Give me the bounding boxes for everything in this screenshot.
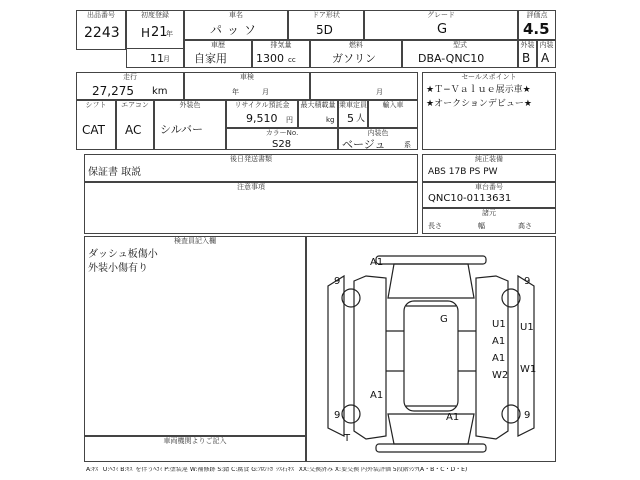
mileage-value: 27,275: [92, 84, 134, 98]
mark-right-w2: W2: [492, 370, 509, 381]
door-label: ドア形状: [312, 11, 340, 19]
interior-color-unit: 系: [404, 141, 411, 149]
left-side: [354, 276, 386, 439]
capacity-value: 5: [347, 112, 354, 125]
interior-color-value: ベージュ: [342, 138, 386, 151]
mileage-label: 走行: [123, 73, 137, 81]
chassis-value: QNC10-0113631: [428, 193, 512, 204]
dimensions-length: 長さ: [428, 222, 442, 230]
mark-right-u1: U1: [492, 319, 506, 330]
exterior-label: 外装: [520, 41, 535, 49]
recycle-value: 9,510: [246, 112, 278, 125]
color-value: シルバー: [160, 123, 203, 136]
mark-far-u1: U1: [520, 322, 534, 333]
roof-panel: [404, 301, 458, 411]
fuel-label: 燃料: [349, 41, 363, 49]
registration-year: 21: [151, 25, 168, 40]
mileage-unit: km: [152, 86, 168, 97]
interior-color-label: 内装色: [367, 129, 389, 137]
hood-outline: [388, 264, 474, 298]
rear-bumper: [376, 444, 486, 452]
ac-label: エアコン: [121, 101, 149, 109]
grade-value: G: [437, 22, 448, 37]
mark-left-a1: A1: [370, 257, 384, 268]
machine-notes-label: 車両機関よりご記入: [163, 437, 227, 445]
lot-number-value: 2243: [84, 25, 120, 41]
extra-box: [310, 72, 418, 100]
mark-roof-g: G: [440, 314, 448, 325]
model-label: 型式: [453, 41, 467, 49]
recycle-unit: 円: [286, 116, 293, 124]
color-no-label: カラーNo.: [265, 129, 299, 137]
vehicle-type-value: 自家用: [194, 52, 227, 65]
grade-label: グレード: [427, 11, 455, 19]
reg-divider: [126, 48, 184, 49]
fuel-value: ガソリン: [332, 52, 376, 65]
inspection-month-unit: 月: [262, 88, 269, 96]
trunk-outline: [388, 414, 474, 444]
model-value: DBA-QNC10: [418, 52, 485, 65]
mark-rear-t: T: [344, 433, 351, 444]
registration-month-unit: 月: [163, 55, 170, 63]
sales-point-label: セールスポイント: [461, 73, 517, 81]
equipment-label: 純正装備: [475, 155, 503, 163]
inspection-year-unit: 年: [232, 88, 239, 96]
inspection-label: 車検: [240, 73, 254, 81]
displacement-value: 1300: [256, 52, 284, 65]
exterior-value: B: [522, 51, 531, 65]
dimensions-width: 幅: [478, 222, 485, 230]
inspector-line-1: ダッシュ板傷小: [88, 249, 158, 260]
registration-month: 11: [150, 52, 164, 65]
chassis-label: 車台番号: [475, 183, 503, 191]
registration-year-unit: 年: [166, 30, 173, 38]
mark-front-right-9: 9: [524, 276, 531, 287]
first-registration-label: 初度登録: [141, 11, 169, 19]
mark-rear-left-a1: A1: [370, 390, 384, 401]
door-value: 5D: [316, 23, 333, 37]
equipment-value: ABS 17B PS PW: [428, 167, 498, 177]
load-unit: kg: [326, 116, 335, 124]
sales-point-item-1: ★Ｔ−Ｖａｌｕｅ展示車★: [426, 85, 531, 95]
load-label: 最大積載量: [300, 101, 336, 109]
documents-label: 後日発送書類: [230, 155, 272, 163]
mark-front-left-9: 9: [334, 276, 341, 287]
recycle-label: リサイクル預託金: [234, 101, 290, 109]
interior-label: 内装: [539, 41, 554, 49]
lot-number-label: 出品番号: [87, 11, 115, 19]
inspector-line-2: 外装小傷有り: [88, 263, 148, 274]
car-name-value: パッソ: [210, 23, 262, 37]
dimensions-label: 諸元: [482, 209, 496, 217]
mark-right-a1: A1: [492, 336, 506, 347]
shift-value: CAT: [82, 123, 105, 137]
capacity-unit: 人: [356, 114, 366, 124]
sales-point-item-2: ★オークションデビュー★: [426, 99, 532, 109]
interior-value: A: [541, 51, 550, 65]
wheel-fr: [502, 289, 520, 307]
front-bumper: [376, 256, 486, 264]
ac-value: AC: [125, 123, 142, 137]
displacement-label: 排気量: [270, 41, 292, 49]
wheel-rr: [502, 405, 520, 423]
mark-right-a1b: A1: [492, 353, 506, 364]
import-label: 輸入車: [382, 101, 404, 109]
car-name-label: 車名: [229, 11, 243, 19]
score-value: 4.5: [523, 20, 550, 38]
era-letter: H: [141, 26, 151, 40]
shift-label: シフト: [85, 101, 107, 109]
color-no-value: S28: [272, 139, 292, 150]
score-label: 評価点: [526, 11, 548, 19]
legend: A:ｷｽﾞ U:ﾍｺﾐ B:ｷｽﾞを伴うﾍｺﾐ P:塗装違 W:補修跡 S:錆 C:腐食 G:ﾌﾛﾝﾄｶﾞﾗｽ石ｷｽﾞ XX:交換済み X:要交換 内外装評価 5段階ﾗﾝｸ(A・B・C・D・E): [86, 467, 468, 473]
mark-rear-left-9: 9: [334, 410, 341, 421]
color-label: 外装色: [179, 101, 201, 109]
mark-rear-a1: A1: [446, 412, 460, 423]
displacement-unit: cc: [288, 56, 296, 64]
mark-far-w1: W1: [520, 364, 537, 375]
capacity-label: 乗車定員: [339, 101, 367, 109]
wheel-rl: [342, 405, 360, 423]
vehicle-type-label: 車歴: [211, 41, 225, 49]
wheel-fl: [342, 289, 360, 307]
notes-label: 注意事項: [237, 183, 265, 191]
inspector-label: 検査員記入欄: [174, 237, 216, 245]
car-diagram: [306, 236, 556, 462]
sales-point-box: [422, 72, 556, 150]
extra-month-unit: 月: [376, 88, 383, 96]
dimensions-height: 高さ: [518, 222, 532, 230]
mark-rear-right-9: 9: [524, 410, 531, 421]
documents-value: 保証書 取説: [88, 167, 142, 178]
